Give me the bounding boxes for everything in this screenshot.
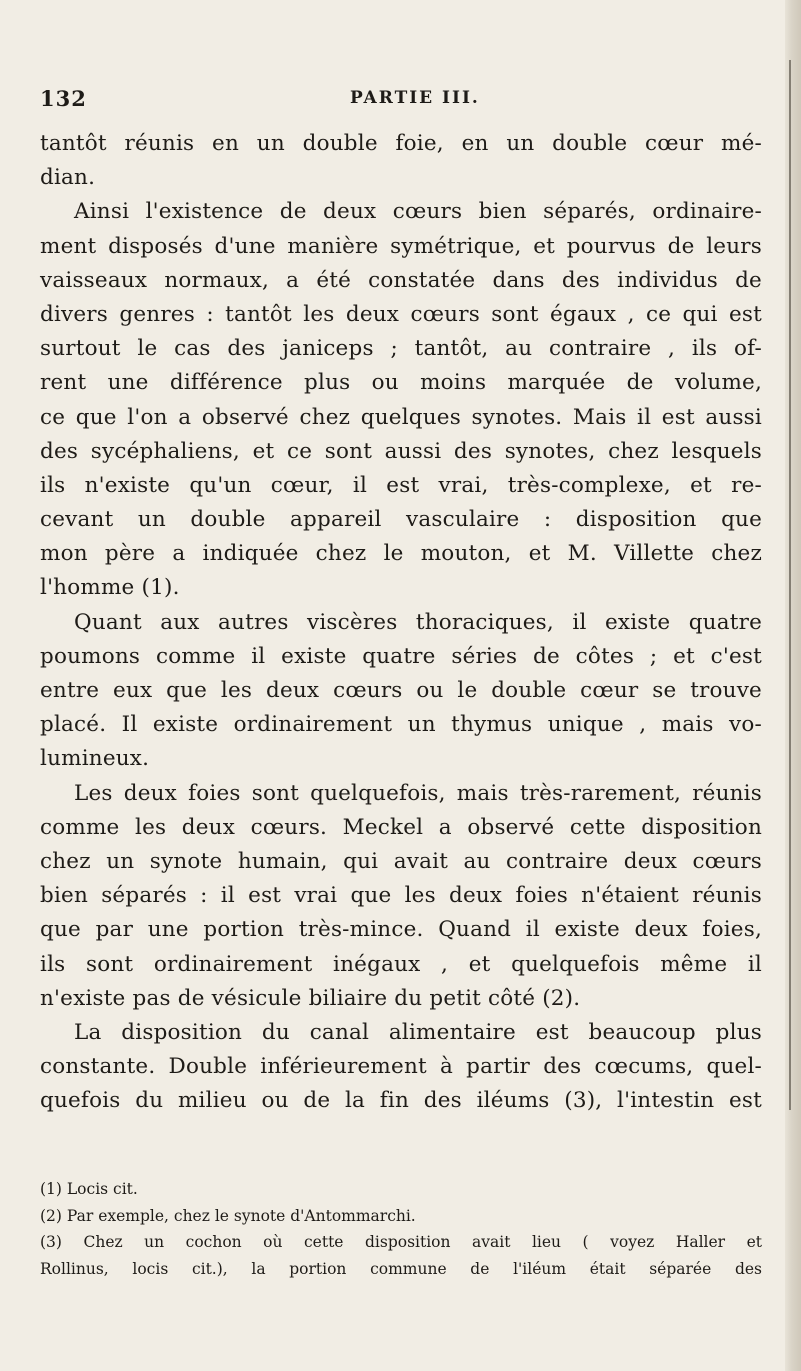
text-line: surtout le cas des janiceps ; tantôt, au contraire , ils of-: [40, 336, 762, 362]
text-line: comme les deux cœurs. Meckel a observé cette disposition: [40, 814, 762, 840]
text-line: ils sont ordinairement inégaux , et quelquefois même il: [40, 951, 762, 977]
text-line: que par une portion très-mince. Quand il existe deux foies,: [40, 917, 762, 943]
footnote: (2) Par exemple, chez le synote d'Antommarchi.: [40, 1206, 416, 1225]
text-line: divers genres : tantôt les deux cœurs sont égaux , ce qui est: [40, 301, 762, 327]
text-line: ce que l'on a observé chez quelques synotes. Mais il est aussi: [40, 404, 762, 430]
footnote: (1) Locis cit.: [40, 1180, 138, 1198]
footnote: Rollinus, locis cit.), la portion commune de l'iléum était séparée des: [40, 1259, 762, 1278]
text-line: bien séparés : il est vrai que les deux foies n'étaient réunis: [40, 883, 762, 909]
text-line: poumons comme il existe quatre séries de côtes ; et c'est: [40, 643, 762, 669]
page-number: 132: [40, 86, 87, 111]
text-line: dian.: [40, 165, 96, 191]
text-line: vaisseaux normaux, a été constatée dans des individus de: [40, 267, 762, 293]
text-line: rent une différence plus ou moins marquée de volume,: [40, 370, 762, 396]
text-line: lumineux.: [40, 746, 150, 772]
text-line: ils n'existe qu'un cœur, il est vrai, très-complexe, et re-: [40, 472, 762, 498]
text-line: quefois du milieu ou de la fin des iléums (3), l'intestin est: [40, 1088, 762, 1114]
text-line: chez un synote humain, qui avait au contraire deux cœurs: [40, 848, 762, 874]
running-head: [40, 86, 760, 116]
text-line: n'existe pas de vésicule biliaire du petit côté (2).: [40, 985, 581, 1011]
footnotes: [40, 1176, 762, 1282]
text-line: placé. Il existe ordinairement un thymus unique , mais vo-: [40, 712, 762, 738]
text-line: mon père a indiquée chez le mouton, et M. Villette chez: [40, 541, 762, 567]
text-line: ment disposés d'une manière symétrique, et pourvus de leurs: [40, 233, 762, 259]
text-line: tantôt réunis en un double foie, en un double cœur mé-: [40, 131, 762, 156]
text-line: entre eux que les deux cœurs ou le double cœur se trouve: [40, 678, 762, 703]
text-line: Ainsi l'existence de deux cœurs bien séparés, ordinaire-: [74, 199, 762, 225]
text-line: des sycéphaliens, et ce sont aussi des synotes, chez lesquels: [40, 438, 762, 464]
section-title: PARTIE III.: [350, 88, 480, 108]
text-line: cevant un double appareil vasculaire : disposition que: [40, 507, 762, 533]
page-edge: [785, 0, 801, 1371]
text-line: Les deux foies sont quelquefois, mais très-rarement, réunis: [74, 780, 762, 806]
body-text: [40, 127, 762, 1118]
footnote: (3) Chez un cochon où cette disposition avait lieu ( voyez Haller et: [40, 1233, 762, 1251]
text-line: l'homme (1).: [40, 575, 180, 601]
text-line: La disposition du canal alimentaire est beaucoup plus: [74, 1019, 762, 1045]
text-line: constante. Double inférieurement à partir des cœcums, quel-: [40, 1054, 762, 1080]
text-line: Quant aux autres viscères thoraciques, il existe quatre: [74, 609, 762, 635]
